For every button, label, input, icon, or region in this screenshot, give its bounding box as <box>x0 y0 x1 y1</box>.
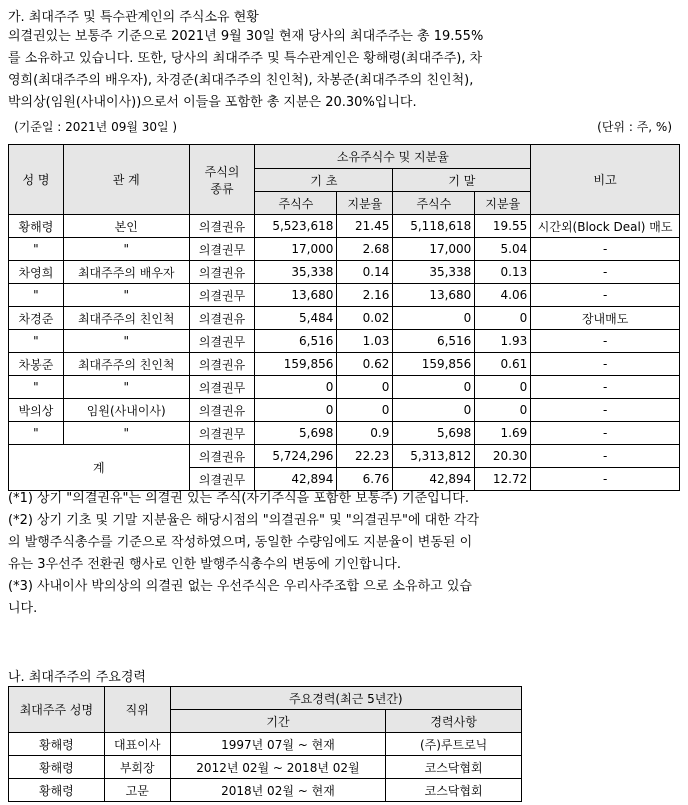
begin-shares: 6,516 <box>255 330 337 353</box>
begin-ratio: 0 <box>337 399 393 422</box>
section-a-title: 가. 최대주주 및 특수관계인의 주식소유 현황 <box>8 10 259 25</box>
holder-name: " <box>9 422 64 445</box>
career-position: 대표이사 <box>104 733 170 756</box>
end-ratio: 0 <box>475 376 531 399</box>
shareholding-table <box>8 144 680 491</box>
end-shares: 6,516 <box>393 330 475 353</box>
holder-name: " <box>9 330 64 353</box>
end-shares: 0 <box>393 376 475 399</box>
holder-relation: 최대주주의 친인척 <box>63 307 189 330</box>
stock-kind: 의결권무 <box>189 468 255 491</box>
end-ratio: 0 <box>475 307 531 330</box>
begin-shares: 5,484 <box>255 307 337 330</box>
end-shares: 17,000 <box>393 238 475 261</box>
begin-ratio: 1.03 <box>337 330 393 353</box>
holder-relation: " <box>63 330 189 353</box>
remark: - <box>531 353 680 376</box>
remark: - <box>531 238 680 261</box>
header-remark: 비고 <box>531 145 680 215</box>
career-details: (주)루트로닉 <box>386 733 522 756</box>
career-position: 고문 <box>104 779 170 802</box>
total-label: 계 <box>9 445 190 491</box>
remark: - <box>531 422 680 445</box>
career-name: 황해령 <box>9 756 105 779</box>
career-name: 황해령 <box>9 779 105 802</box>
begin-ratio: 6.76 <box>337 468 393 491</box>
holder-relation: 임원(사내이사) <box>63 399 189 422</box>
holder-name: " <box>9 376 64 399</box>
holder-relation: 본인 <box>63 215 189 238</box>
begin-shares: 5,523,618 <box>255 215 337 238</box>
career-row <box>9 756 522 779</box>
header-begin: 기 초 <box>255 169 393 192</box>
career-period: 1997년 07월 ~ 현재 <box>170 733 386 756</box>
end-ratio: 4.06 <box>475 284 531 307</box>
remark: - <box>531 376 680 399</box>
holder-name: 차영희 <box>9 261 64 284</box>
stock-kind: 의결권유 <box>189 307 255 330</box>
remark: - <box>531 399 680 422</box>
holder-relation: 최대주주의 배우자 <box>63 261 189 284</box>
holder-name: 황해령 <box>9 215 64 238</box>
begin-shares: 5,724,296 <box>255 445 337 468</box>
stock-kind: 의결권유 <box>189 215 255 238</box>
holder-relation: " <box>63 284 189 307</box>
end-ratio: 0.13 <box>475 261 531 284</box>
begin-shares: 17,000 <box>255 238 337 261</box>
end-shares: 0 <box>393 307 475 330</box>
begin-shares: 0 <box>255 376 337 399</box>
career-header-career: 주요경력(최근 5년간) <box>170 687 521 710</box>
end-ratio: 5.04 <box>475 238 531 261</box>
career-header-position: 직위 <box>104 687 170 733</box>
end-ratio: 1.93 <box>475 330 531 353</box>
table-row <box>9 376 680 399</box>
holder-name: " <box>9 238 64 261</box>
end-ratio: 0.61 <box>475 353 531 376</box>
holder-relation: " <box>63 422 189 445</box>
remark: 시간외(Block Deal) 매도 <box>531 215 680 238</box>
table-row <box>9 422 680 445</box>
stock-kind: 의결권무 <box>189 330 255 353</box>
career-details: 코스닥협회 <box>386 756 522 779</box>
begin-ratio: 0.9 <box>337 422 393 445</box>
stock-kind: 의결권무 <box>189 284 255 307</box>
holder-name: 차경준 <box>9 307 64 330</box>
end-ratio: 12.72 <box>475 468 531 491</box>
header-end-ratio: 지분율 <box>475 192 531 215</box>
career-row <box>9 733 522 756</box>
begin-ratio: 2.16 <box>337 284 393 307</box>
career-header-period: 기간 <box>170 710 386 733</box>
end-ratio: 0 <box>475 399 531 422</box>
holder-name: 차봉준 <box>9 353 64 376</box>
table-row <box>9 215 680 238</box>
stock-kind: 의결권유 <box>189 353 255 376</box>
footnotes: (*1) 상기 "의결권유"는 의결권 있는 주식(자기주식을 포함한 보통주) 기준입니다. (*2) 상기 기초 및 기말 지분율은 해당시점의 "의결권유" 및 "의결권무"에 대한 각각 의 발행주식총수를 기준으로 작성하였으며, 동일한 수량임에도 지분율이 변동된 이 유는 3우선주 전환권 행사로 인한 발행주식총수의 변동에 기인합니다. (*3) 사내이사 박의상의 의결권 없는 우선주식은 우리사주조합 으로 소유하고 있습 니다. <box>8 491 480 616</box>
career-period: 2018년 02월 ~ 현재 <box>170 779 386 802</box>
career-header-name: 최대주주 성명 <box>9 687 105 733</box>
career-period: 2012년 02월 ~ 2018년 02월 <box>170 756 386 779</box>
career-table <box>8 686 522 802</box>
end-shares: 5,698 <box>393 422 475 445</box>
table-row <box>9 284 680 307</box>
begin-ratio: 21.45 <box>337 215 393 238</box>
begin-shares: 5,698 <box>255 422 337 445</box>
header-end-shares: 주식수 <box>393 192 475 215</box>
end-ratio: 19.55 <box>475 215 531 238</box>
table-row <box>9 307 680 330</box>
header-name: 성 명 <box>9 145 64 215</box>
holder-relation: 최대주주의 친인척 <box>63 353 189 376</box>
end-shares: 5,118,618 <box>393 215 475 238</box>
table-row <box>9 238 680 261</box>
total-row <box>9 445 680 468</box>
header-holdings: 소유주식수 및 지분율 <box>255 145 531 169</box>
end-ratio: 20.30 <box>475 445 531 468</box>
header-begin-ratio: 지분율 <box>337 192 393 215</box>
remark: - <box>531 445 680 468</box>
summary-paragraph: 의결권있는 보통주 기준으로 2021년 9월 30일 현재 당사의 최대주주는 총 19.55% 를 소유하고 있습니다. 또한, 당사의 최대주주 및 특수관계인은 황해령(최대주주), 차 영희(최대주주의 배우자), 차경준(최대주주의 친인척), 차봉준(최대주주의 친인척), 박의상(임원(사내이사))으로서 이들을 포함한 총 지분은 20.30%입니다. <box>8 29 484 110</box>
end-shares: 5,313,812 <box>393 445 475 468</box>
stock-kind: 의결권유 <box>189 399 255 422</box>
holder-relation: " <box>63 238 189 261</box>
holder-name: " <box>9 284 64 307</box>
begin-shares: 159,856 <box>255 353 337 376</box>
begin-ratio: 0 <box>337 376 393 399</box>
table-row <box>9 399 680 422</box>
remark: - <box>531 261 680 284</box>
begin-ratio: 2.68 <box>337 238 393 261</box>
end-shares: 42,894 <box>393 468 475 491</box>
remark: - <box>531 468 680 491</box>
remark: 장내매도 <box>531 307 680 330</box>
begin-ratio: 0.02 <box>337 307 393 330</box>
begin-shares: 42,894 <box>255 468 337 491</box>
header-stock-kind: 주식의 종류 <box>189 145 255 215</box>
header-end: 기 말 <box>393 169 531 192</box>
career-header-details: 경력사항 <box>386 710 522 733</box>
header-relation: 관 계 <box>63 145 189 215</box>
holder-relation: " <box>63 376 189 399</box>
career-position: 부회장 <box>104 756 170 779</box>
career-details: 코스닥협회 <box>386 779 522 802</box>
table-row <box>9 261 680 284</box>
stock-kind: 의결권유 <box>189 445 255 468</box>
stock-kind: 의결권무 <box>189 238 255 261</box>
begin-ratio: 0.14 <box>337 261 393 284</box>
table-row <box>9 330 680 353</box>
begin-ratio: 22.23 <box>337 445 393 468</box>
begin-shares: 13,680 <box>255 284 337 307</box>
remark: - <box>531 330 680 353</box>
table-row <box>9 353 680 376</box>
end-shares: 159,856 <box>393 353 475 376</box>
end-shares: 13,680 <box>393 284 475 307</box>
end-ratio: 1.69 <box>475 422 531 445</box>
stock-kind: 의결권유 <box>189 261 255 284</box>
header-begin-shares: 주식수 <box>255 192 337 215</box>
end-shares: 0 <box>393 399 475 422</box>
section-b-title: 나. 최대주주의 주요경력 <box>8 670 146 685</box>
begin-ratio: 0.62 <box>337 353 393 376</box>
basis-date: (기준일 : 2021년 09월 30일 ) <box>14 120 178 134</box>
begin-shares: 35,338 <box>255 261 337 284</box>
holder-name: 박의상 <box>9 399 64 422</box>
remark: - <box>531 284 680 307</box>
end-shares: 35,338 <box>393 261 475 284</box>
begin-shares: 0 <box>255 399 337 422</box>
career-name: 황해령 <box>9 733 105 756</box>
stock-kind: 의결권무 <box>189 422 255 445</box>
stock-kind: 의결권무 <box>189 376 255 399</box>
career-row <box>9 779 522 802</box>
unit-label: (단위 : 주, %) <box>597 120 672 134</box>
